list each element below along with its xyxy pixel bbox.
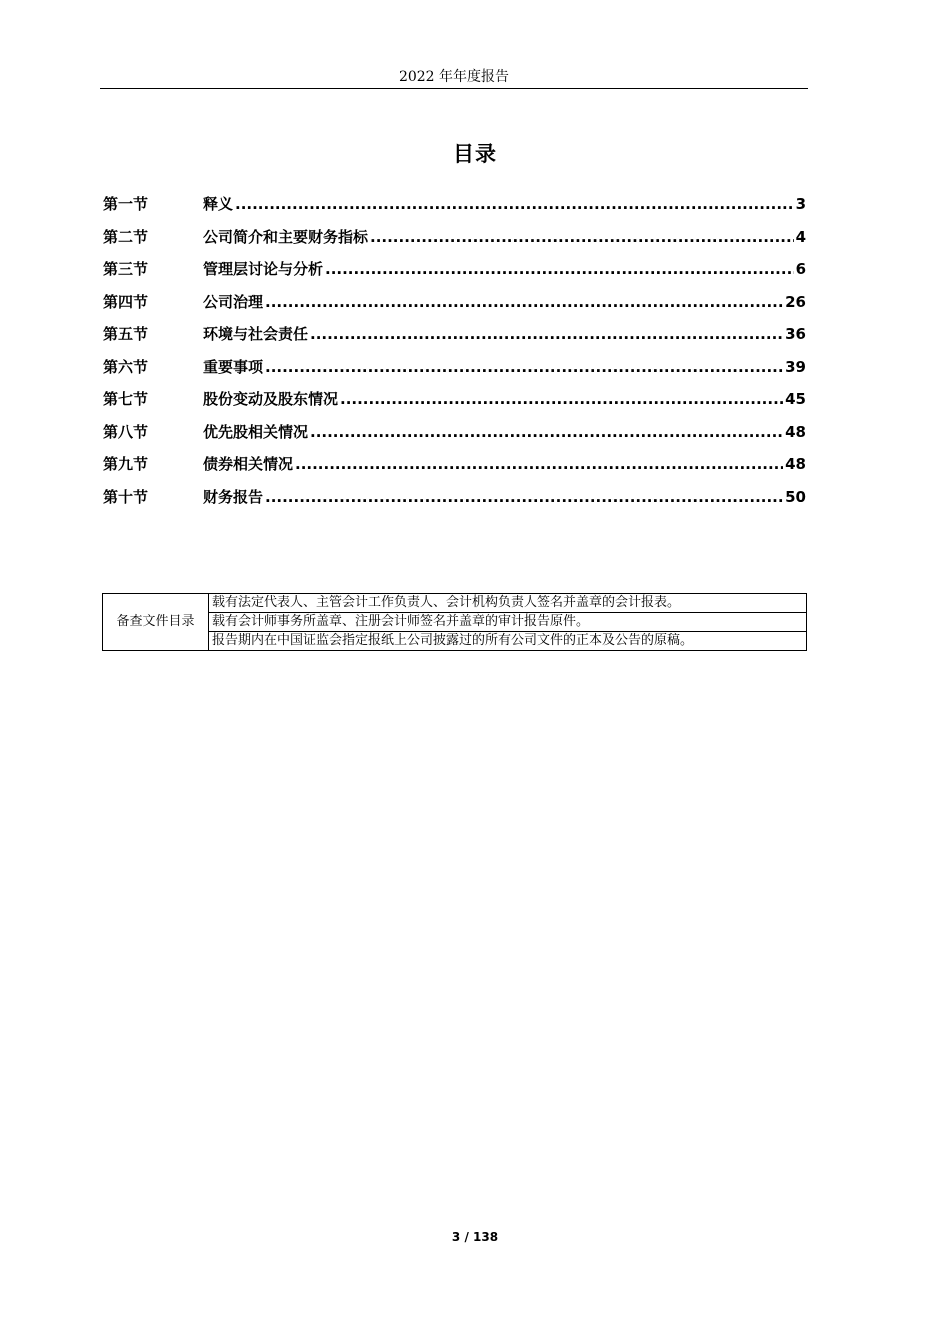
table-row: [103, 613, 807, 632]
toc-entry[interactable]: [103, 356, 806, 389]
reference-document-item: 报告期内在中国证监会指定报纸上公司披露过的所有公司文件的正本及公告的原稿。: [209, 632, 807, 651]
toc-page-number: 45: [785, 390, 806, 408]
toc-section-title: 公司简介和主要财务指标: [203, 227, 369, 246]
reference-documents-label: 备查文件目录: [103, 594, 209, 651]
toc-leader: [325, 260, 794, 278]
toc-section-title: 释义: [203, 195, 234, 213]
toc-entry[interactable]: [103, 486, 806, 519]
toc-section-number: 第九节: [103, 455, 149, 473]
toc-section-title: 债券相关情况: [203, 455, 294, 473]
toc-section-number: 第一节: [103, 195, 149, 213]
toc-section-number: 第十节: [103, 487, 149, 506]
toc-page-number: 26: [785, 292, 806, 311]
toc-section-title: 环境与社会责任: [203, 325, 309, 343]
page-header: 2022 年年度报告: [398, 69, 510, 85]
toc-entry[interactable]: [103, 258, 806, 291]
toc-section-number: 第八节: [103, 422, 149, 441]
toc-page-number: 4: [795, 227, 806, 246]
toc-leader: [370, 228, 794, 246]
reference-document-item: 载有法定代表人、主管会计工作负责人、会计机构负责人签名并盖章的会计报表。: [209, 594, 807, 613]
toc-page-number: 50: [785, 487, 806, 506]
toc-section-title: 管理层讨论与分析: [203, 260, 324, 278]
toc-section-number: 第六节: [103, 357, 149, 376]
toc-section-title: 重要事项: [203, 357, 264, 376]
toc-leader: [310, 423, 783, 441]
page-title: 目录: [453, 142, 497, 166]
toc-page-number: 48: [785, 422, 806, 441]
toc-entry[interactable]: [103, 421, 806, 454]
toc-page-number: 48: [785, 455, 806, 473]
toc-section-number: 第七节: [103, 390, 149, 408]
toc-page-number: 36: [785, 325, 806, 343]
reference-documents-table: [102, 593, 807, 651]
toc-entry[interactable]: [103, 388, 806, 421]
toc-leader: [340, 390, 783, 408]
toc-page-number: 3: [795, 195, 806, 213]
toc-leader: [235, 195, 794, 213]
toc-section-title: 财务报告: [203, 487, 264, 506]
table-row: [103, 594, 807, 613]
toc-leader: [265, 488, 783, 506]
toc-section-number: 第四节: [103, 292, 149, 311]
table-of-contents: [103, 193, 806, 518]
toc-entry[interactable]: [103, 291, 806, 324]
toc-leader: [295, 455, 783, 473]
toc-page-number: 39: [785, 357, 806, 376]
page-number-footer: 3 / 138: [451, 1230, 499, 1244]
toc-entry[interactable]: [103, 453, 806, 486]
toc-section-title: 公司治理: [203, 292, 264, 311]
toc-section-title: 优先股相关情况: [203, 422, 309, 441]
table-row: [103, 632, 807, 651]
toc-page-number: 6: [795, 260, 806, 278]
toc-leader: [265, 358, 783, 376]
toc-leader: [265, 293, 783, 311]
header-rule: [100, 88, 808, 89]
toc-entry[interactable]: [103, 193, 806, 226]
toc-leader: [310, 325, 783, 343]
toc-section-number: 第三节: [103, 260, 149, 278]
toc-section-number: 第五节: [103, 325, 149, 343]
toc-section-title: 股份变动及股东情况: [203, 390, 339, 408]
reference-document-item: 载有会计师事务所盖章、注册会计师签名并盖章的审计报告原件。: [209, 613, 807, 632]
toc-entry[interactable]: [103, 323, 806, 356]
toc-entry[interactable]: [103, 226, 806, 259]
toc-section-number: 第二节: [103, 227, 149, 246]
